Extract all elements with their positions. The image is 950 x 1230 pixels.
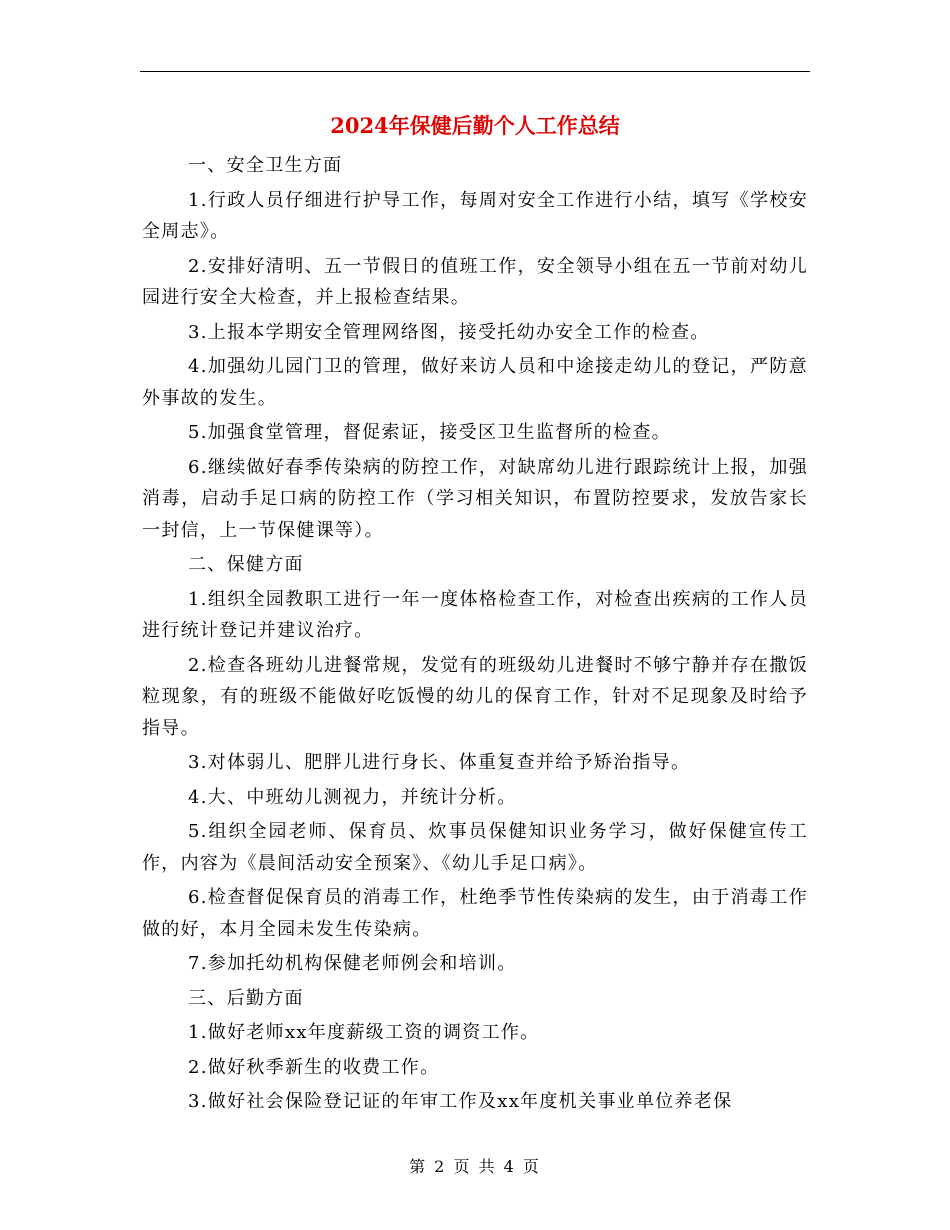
paragraph: 6.继续做好春季传染病的防控工作，对缺席幼儿进行跟踪统计上报，加强消毒，启动手足口病的防控工作（学习相关知识，布置防控要求，发放告家长一封信，上一节保健课等）。 xyxy=(142,456,808,541)
paragraph: 三、后勤方面 xyxy=(188,987,304,1009)
document-body xyxy=(142,150,808,1121)
paragraph: 2.安排好清明、五一节假日的值班工作，安全领导小组在五一节前对幼儿园进行安全大检查，并上报检查结果。 xyxy=(142,255,808,308)
header-rule xyxy=(140,71,810,72)
paragraph: 1.组织全园教职工进行一年一度体格检查工作，对检查出疾病的工作人员进行统计登记并建议治疗。 xyxy=(142,588,808,641)
paragraph: 5.加强食堂管理，督促索证，接受区卫生监督所的检查。 xyxy=(188,422,671,443)
document-title: 2024年保健后勤个人工作总结 xyxy=(330,113,620,138)
paragraph: 4.大、中班幼儿测视力，并统计分析。 xyxy=(188,786,517,808)
paragraph: 4.加强幼儿园门卫的管理，做好来访人员和中途接走幼儿的登记，严防意外事故的发生。 xyxy=(142,356,808,409)
paragraph: 2.做好秋季新生的收费工作。 xyxy=(188,1056,440,1078)
paragraph: 1.行政人员仔细进行护导工作，每周对安全工作进行小结，填写《学校安全周志》。 xyxy=(142,189,808,242)
paragraph: 二、保健方面 xyxy=(188,554,304,575)
paragraph: 一、安全卫生方面 xyxy=(188,155,343,176)
page-number-footer: 第 2 页 共 4 页 xyxy=(409,1157,541,1176)
paragraph: 2.检查各班幼儿进餐常规，发觉有的班级幼儿进餐时不够宁静并存在撒饭粒现象，有的班级不能做好吃饭慢的幼儿的保育工作，针对不足现象及时给予指导。 xyxy=(142,654,808,739)
paragraph: 6.检查督促保育员的消毒工作，杜绝季节性传染病的发生，由于消毒工作做的好，本月全园未发生传染病。 xyxy=(142,887,808,940)
paragraph: 3.上报本学期安全管理网络图，接受托幼办安全工作的检查。 xyxy=(188,321,710,343)
paragraph: 7.参加托幼机构保健老师例会和培训。 xyxy=(188,953,517,974)
paragraph: 1.做好老师xx年度薪级工资的调资工作。 xyxy=(188,1022,540,1043)
paragraph: 5.组织全园老师、保育员、炊事员保健知识业务学习，做好保健宣传工作，内容为《晨间活动安全预案》、《幼儿手足口病》。 xyxy=(142,821,808,874)
paragraph: 3.做好社会保险登记证的年审工作及xx年度机关事业单位养老保 xyxy=(188,1091,733,1112)
paragraph: 3.对体弱儿、肥胖儿进行身长、体重复查并给予矫治指导。 xyxy=(188,752,691,773)
